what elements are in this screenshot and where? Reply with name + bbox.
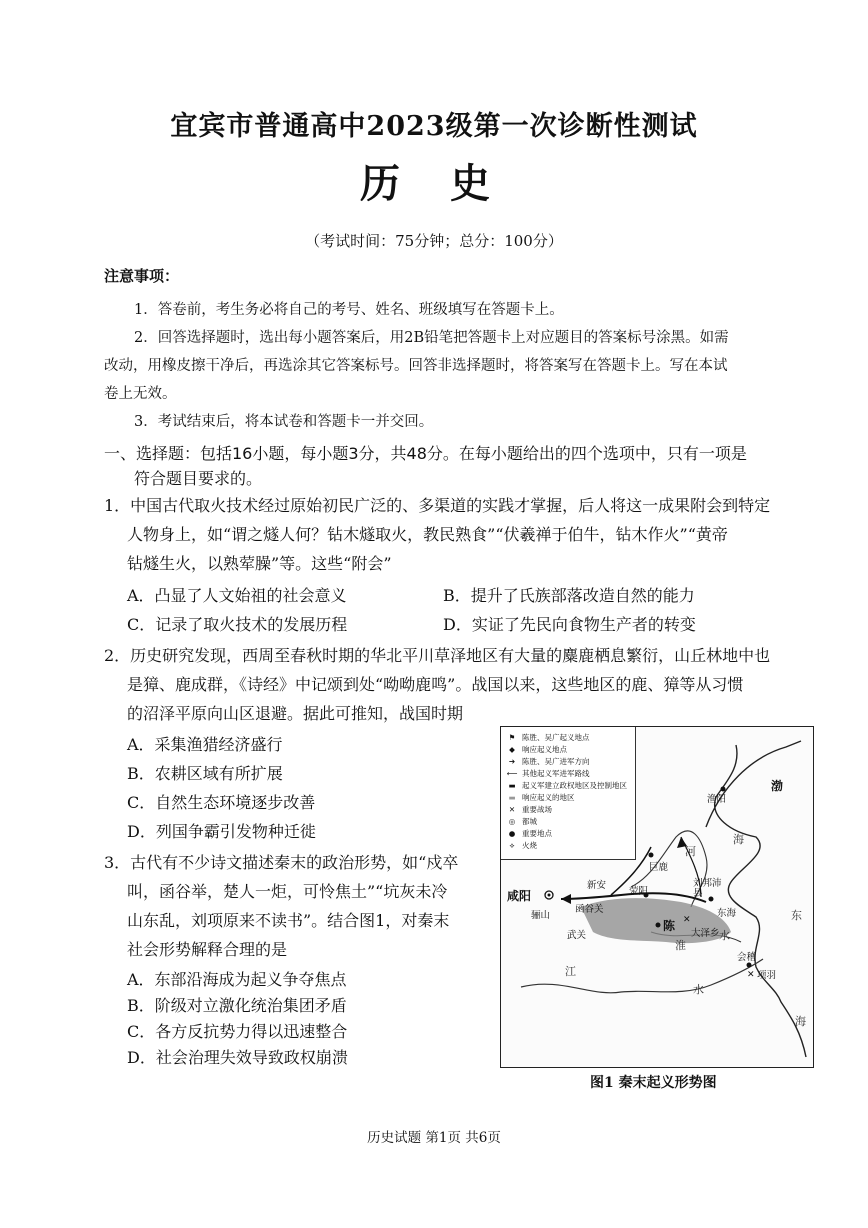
qin-uprising-map <box>500 726 814 1068</box>
note-line: 3．考试结束后，将本试卷和答题卡一并交回。 <box>134 414 434 430</box>
map-label-lishan: 骊山 <box>531 910 551 921</box>
question-3-text: 社会形势解释合理的是 <box>127 940 288 959</box>
map-label-xinan: 新安 <box>587 880 607 891</box>
legend-item: ◎ 都城 <box>505 817 537 826</box>
note-line: 2．回答选择题时，选出每小题答案后，用2B铅笔把答题卡上对应题目的答案标号涂黑。如需 <box>134 330 729 346</box>
map-label-julu: 巨鹿 <box>649 862 669 873</box>
map-label-shui: 水 <box>719 929 730 942</box>
place-marker <box>649 853 654 858</box>
flag-icon: ⚑ <box>508 733 516 742</box>
arrow-head <box>561 894 571 904</box>
note-line: 卷上无效。 <box>104 386 177 402</box>
map-label-hai: 海 <box>733 833 744 846</box>
map-label-yuyang: 渔阳 <box>707 794 727 805</box>
figure-caption: 图1 秦末起义形势图 <box>590 1075 717 1091</box>
map-label-donghai: 东海 <box>717 908 737 919</box>
legend-item: ✕ 重要战场 <box>505 805 552 814</box>
map-label-huai: 淮 <box>675 939 686 952</box>
note-line: 改动，用橡皮擦干净后，再选涂其它答案标号。回答非选择题时，将答案写在答题卡上。写在本试 <box>104 358 728 374</box>
question-1-text: 钻燧生火，以熟荤臊”等。这些“附会” <box>127 554 392 573</box>
map-label-wuguan: 武关 <box>567 930 587 941</box>
question-3-option-c: C．各方反抗势力得以迅速整合 <box>127 1022 348 1041</box>
map-label-hangu: 函谷关 <box>575 904 604 915</box>
legend-item: ● 重要地点 <box>505 829 552 838</box>
section-heading: 一、选择题：包括16小题，每小题3分，共48分。在每小题给出的四个选项中，只有一项是 <box>104 444 747 463</box>
question-1-option-c: C．记录了取火技术的发展历程 <box>127 615 348 634</box>
question-3-option-a: A．东部沿海成为起义争夺焦点 <box>127 970 347 989</box>
battle-icon: ✕ <box>508 805 516 814</box>
map-label-dong: 东 <box>791 909 802 922</box>
question-2-text: 的沼泽平原向山区退避。据此可推知，战国时期 <box>127 704 464 723</box>
question-1-text: 人物身上，如“谓之燧人何？钻木燧取火，教民熟食”“伏羲禅于伯牛，钻木作火”“黄帝 <box>127 525 728 544</box>
question-1-option-a: A．凸显了人文始祖的社会意义 <box>127 586 347 605</box>
battle-marker: ✕ <box>747 970 755 980</box>
map-legend <box>501 727 636 860</box>
question-2-text: 2．历史研究发现，西周至春秋时期的华北平川草泽地区有大量的麋鹿栖息繁衍，山丘林地中也 <box>104 646 771 665</box>
question-2-text: 是獐、鹿成群，《诗经》中记颂到处“呦呦鹿鸣”。战国以来，这些地区的鹿、獐等从习惯 <box>127 675 744 694</box>
response-point-icon: ◆ <box>509 745 515 754</box>
map-label-hai2: 海 <box>795 1015 806 1028</box>
exam-info: （考试时间：75分钟；总分：100分） <box>305 232 563 250</box>
legend-item: ⚑ 陈胜、吴广起义地点 <box>505 733 590 742</box>
question-3-text: 山东乱，刘项原来不读书”。结合图1，对秦末 <box>127 911 450 930</box>
question-2-option-c: C．自然生态环境逐步改善 <box>127 793 316 812</box>
question-2-option-b: B．农耕区域有所扩展 <box>127 764 283 783</box>
legend-item: ▬ 起义军建立政权地区及控制地区 <box>505 781 627 790</box>
arrow-icon: ➔ <box>508 757 516 766</box>
map-label-dazexiang: 大泽乡 <box>691 928 720 939</box>
region-light-icon: ▬ <box>508 793 516 802</box>
question-1-option-d: D．实证了先民向食物生产者的转变 <box>443 615 696 634</box>
question-2-option-a: A．采集渔猎经济盛行 <box>127 735 283 754</box>
place-marker <box>656 923 661 928</box>
map-label-chen: 陈 <box>663 919 676 933</box>
question-1-option-b: B．提升了氏族部落改造自然的能力 <box>443 586 695 605</box>
map-label-shui2: 水 <box>693 983 704 996</box>
map-label-xingyang: 荥阳 <box>629 886 649 897</box>
question-3-option-b: B．阶级对立激化统治集团矛盾 <box>127 996 347 1015</box>
map-label-xiangyu: 项羽 <box>757 970 777 981</box>
legend-item: ⟡ 火烧 <box>505 841 537 850</box>
question-3-text: 叫，函谷举，楚人一炬，可怜焦土”“坑灰未冷 <box>127 882 448 901</box>
map-label-he: 河 <box>685 845 696 858</box>
question-3-text: 3．古代有不少诗文描述秦末的政治形势，如“戍卒 <box>104 853 459 872</box>
arrow-bold-icon: ⟵ <box>506 769 518 778</box>
battle-marker: ✕ <box>683 915 691 925</box>
legend-item: ➔ 陈胜、吴广进军方向 <box>505 757 590 766</box>
notes-heading: 注意事项： <box>104 267 180 285</box>
subject-title: 历 史 <box>360 160 508 207</box>
map-label-xianyang: 咸阳 <box>507 889 532 903</box>
place-icon: ● <box>508 829 516 838</box>
fire-icon: ⟡ <box>509 841 515 850</box>
note-line: 1．答卷前，考生务必将自己的考号、姓名、班级填写在答题卡上。 <box>134 302 564 318</box>
legend-item: ▬ 响应起义的地区 <box>505 793 575 802</box>
exam-title: 宜宾市普通高中2023级第一次诊断性测试 <box>170 111 698 142</box>
question-1-text: 1．中国古代取火技术经过原始初民广泛的、多渠道的实践才掌握，后人将这一成果附会到特定 <box>104 496 771 515</box>
legend-item: ⟵ 其他起义军进军路线 <box>506 769 590 778</box>
map-label-bohai: 渤 <box>771 779 784 793</box>
map-label-peixian: 刘邦沛县 <box>693 878 722 899</box>
capital-icon: ◎ <box>508 817 516 826</box>
legend-item: ◆ 响应起义地点 <box>505 745 567 754</box>
place-marker <box>747 963 752 968</box>
yangtze-river <box>521 959 763 993</box>
page-footer: 历史试题 第1页 共6页 <box>367 1130 501 1146</box>
section-heading-cont: 符合题目要求的。 <box>134 469 263 488</box>
map-label-kuaiji: 会稽 <box>737 952 757 963</box>
region-icon: ▬ <box>508 781 516 790</box>
question-3-option-d: D．社会治理失效导致政权崩溃 <box>127 1048 348 1067</box>
question-2-option-d: D．列国争霸引发物种迁徙 <box>127 822 316 841</box>
map-label-jiang: 江 <box>565 965 576 978</box>
